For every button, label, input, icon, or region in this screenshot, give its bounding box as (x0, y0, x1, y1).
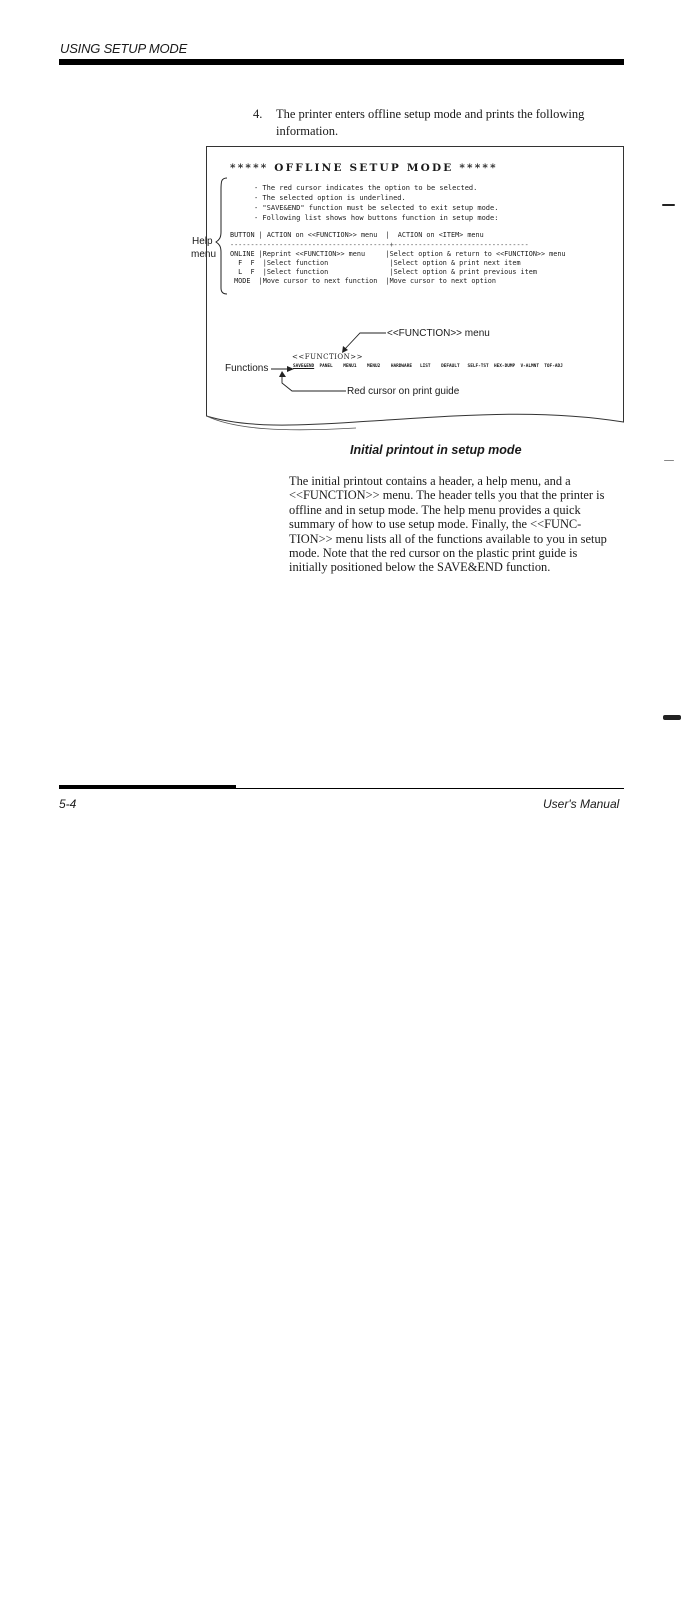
button-table-row: F F |Select function |Select option & print next item (230, 259, 521, 267)
function-item: MENU2 (367, 364, 381, 369)
function-item: SAVE&END (293, 364, 315, 369)
function-item: MENU1 (343, 364, 357, 369)
body-line: <<FUNCTION>> menu. The header tells you that the printer is (289, 488, 605, 503)
help-line: - The selected option is underlined. (254, 194, 406, 202)
step-number: 4. (253, 107, 263, 121)
help-menu-label-line2: menu (191, 249, 217, 260)
function-item: SELF-TST (467, 364, 489, 369)
help-line: - Following list shows how buttons function in setup mode: (254, 214, 499, 222)
help-menu-brace (215, 176, 231, 296)
running-header: USING SETUP MODE (60, 41, 188, 56)
body-line: offline and in setup mode. The help menu provides a quick (289, 502, 581, 517)
body-line: TION>> menu lists all of the functions available to you in setup (289, 531, 607, 546)
manual-title: User's Manual (543, 797, 620, 811)
help-line: - "SAVE&END" function must be selected to exit setup mode. (254, 204, 499, 212)
function-item: TOF-ADJ (544, 364, 563, 369)
function-item: PANEL (319, 364, 333, 369)
function-item: V-ALMNT (520, 364, 539, 369)
help-line: - The red cursor indicates the option to be selected. (254, 184, 478, 192)
button-table-row: L F |Select function |Select option & print previous item (230, 268, 537, 276)
function-item: DEFAULT (441, 364, 460, 369)
function-menu-leader (340, 326, 388, 354)
button-table-row: ONLINE |Reprint <<FUNCTION>> menu |Select option & return to <<FUNCTION>> menu (230, 250, 566, 258)
header-rule (59, 59, 624, 65)
body-line: The initial printout contains a header, a help menu, and a (289, 474, 571, 488)
body-line: summary of how to use setup mode. Finally, the <<FUNC- (289, 517, 582, 532)
body-line: initially positioned below the SAVE&END function. (289, 560, 551, 575)
function-item: LIST (419, 364, 431, 369)
body-paragraph (289, 474, 627, 575)
button-table-row: MODE |Move cursor to next function |Move cursor to next option (230, 277, 496, 285)
functions-callout: Functions (225, 363, 269, 374)
scan-mark (664, 460, 674, 461)
scan-mark (662, 204, 675, 206)
printout-title: ***** OFFLINE SETUP MODE ***** (230, 162, 498, 174)
function-item: HEX-DUMP (494, 364, 516, 369)
function-menu-callout: <<FUNCTION>> menu (387, 328, 490, 339)
red-cursor-leader (278, 371, 348, 395)
button-table-header: BUTTON | ACTION on <<FUNCTION>> menu | ACTION on <ITEM> menu (230, 231, 484, 239)
figure-caption: Initial printout in setup mode (350, 443, 522, 457)
function-list (293, 364, 563, 369)
red-cursor-callout: Red cursor on print guide (347, 386, 460, 397)
scan-mark (663, 715, 681, 720)
body-line: mode. Note that the red cursor on the plastic print guide is (289, 546, 578, 561)
button-table-rule: ---------------------------------------+--------------------------------- (230, 241, 529, 249)
function-menu-heading: <<FUNCTION>> (292, 353, 363, 361)
help-menu-label-line1: Help (192, 236, 213, 247)
step-text: The printer enters offline setup mode and prints the following information. (276, 107, 585, 138)
function-item: HARDWARE (390, 364, 412, 369)
step-4 (253, 106, 633, 140)
footer-rule (59, 788, 624, 789)
page-number: 5-4 (59, 797, 77, 811)
